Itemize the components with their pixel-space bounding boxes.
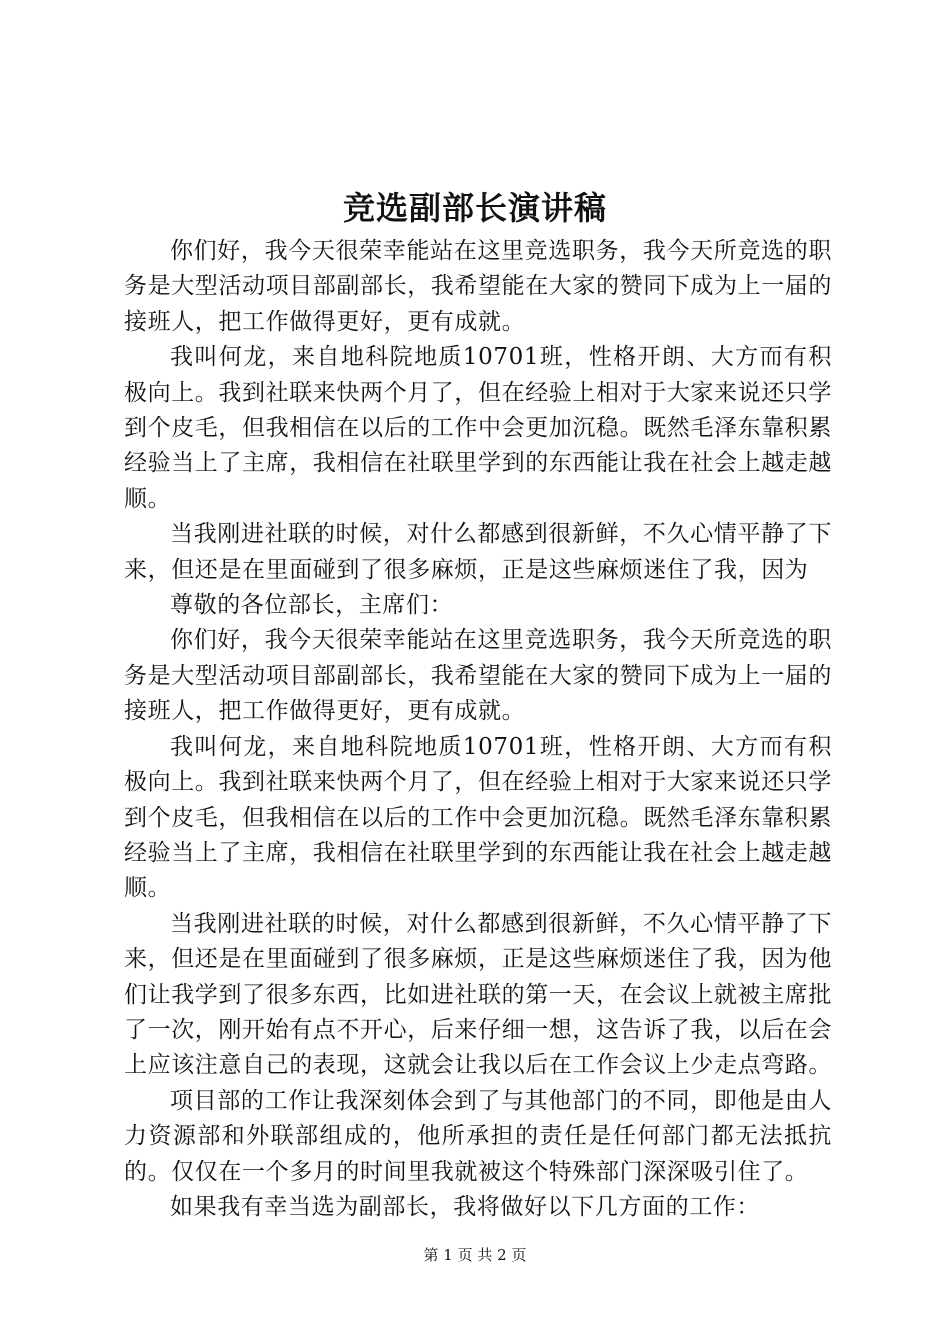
page-footer: 第 1 页 共 2 页 <box>423 1246 527 1264</box>
paragraph: 尊敬的各位部长，主席们： <box>170 592 454 619</box>
paragraph: 当我刚进社联的时候，对什么都感到很新鲜，不久心情平静了下来，但还是在里面碰到了很多麻烦，正是这些麻烦迷住了我，因为他们让我学到了很多东西，比如进社联的第一天，在会议上就被主席批了一次，刚开始有点不开心，后来仔细一想，这告诉了我，以后在会上应该注意自己的表现，这就会让我以后在工作会议上少走点弯路。 <box>124 910 832 1079</box>
paragraph: 当我刚进社联的时候，对什么都感到很新鲜，不久心情平静了下来，但还是在里面碰到了很多麻烦，正是这些麻烦迷住了我，因为 <box>124 521 832 583</box>
paragraph: 你们好，我今天很荣幸能站在这里竞选职务，我今天所竞选的职务是大型活动项目部副部长，我希望能在大家的赞同下成为上一届的接班人，把工作做得更好，更有成就。 <box>124 238 832 335</box>
document-title: 竞选副部长演讲稿 <box>342 189 607 227</box>
paragraph: 项目部的工作让我深刻体会到了与其他部门的不同，即他是由人力资源部和外联部组成的，他所承担的责任是任何部门都无法抵抗的。仅仅在一个多月的时间里我就被这个特殊部门深深吸引住了。 <box>124 1087 832 1185</box>
document-body <box>124 234 832 1225</box>
paragraph: 如果我有幸当选为副部长，我将做好以下几方面的工作： <box>170 1193 760 1220</box>
paragraph: 我叫何龙，来自地科院地质10701班，性格开朗、大方而有积极向上。我到社联来快两个月了，但在经验上相对于大家来说还只学到个皮毛，但我相信在以后的工作中会更加沉稳。既然毛泽东靠积累经验当上了主席，我相信在社联里学到的东西能让我在社会上越走越顺。 <box>124 733 832 902</box>
paragraph: 我叫何龙，来自地科院地质10701班，性格开朗、大方而有积极向上。我到社联来快两个月了，但在经验上相对于大家来说还只学到个皮毛，但我相信在以后的工作中会更加沉稳。既然毛泽东靠积累经验当上了主席，我相信在社联里学到的东西能让我在社会上越走越顺。 <box>124 344 832 512</box>
paragraph: 你们好，我今天很荣幸能站在这里竞选职务，我今天所竞选的职务是大型活动项目部副部长，我希望能在大家的赞同下成为上一届的接班人，把工作做得更好，更有成就。 <box>124 627 832 725</box>
